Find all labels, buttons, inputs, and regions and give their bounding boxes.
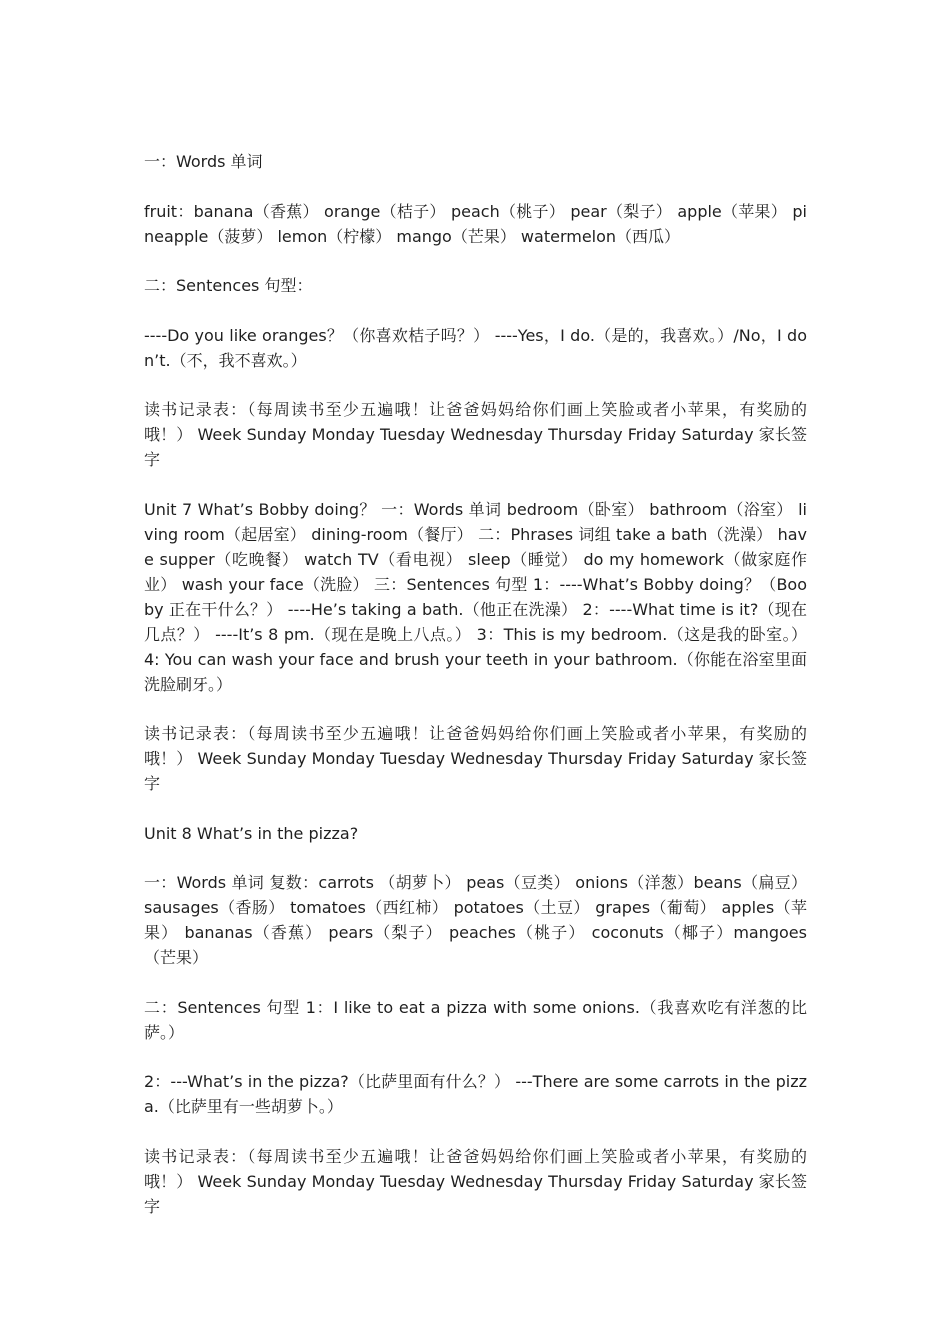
unit-8-sentence-1: 二：Sentences 句型 1：I like to eat a pizza with some onions.（我喜欢吃有洋葱的比萨。） xyxy=(144,997,807,1042)
unit-8-title: Unit 8 What’s in the pizza? xyxy=(144,823,359,843)
unit-7-content: Unit 7 What’s Bobby doing？ 一：Words 单词 bedroom（卧室） bathroom（浴室） living room（起居室） dining-room（餐厅） 二：Phrases 词组 take a bath（洗澡） have supper（吃晚餐） watch TV（看电视） sleep（睡觉） do my homework（做家庭作业） wash your face（洗脸） 三：Sentences 句型 1：----What’s Bobby doing？（Booby 正在干什么？） ----He’s taking a bath.（他正在洗澡） 2：----What time is it?（现在几点？） ----It’s 8 pm.（现在是晚上八点。） 3：This is my bedroom.（这是我的卧室。） 4: You can wash your face and brush your teeth in your bathroom.（你能在浴室里面洗脸刷牙。） xyxy=(144,499,807,694)
reading-record-3: 读书记录表：（每周读书至少五遍哦！让爸爸妈妈给你们画上笑脸或者小苹果，有奖励的哦！） Week Sunday Monday Tuesday Wednesday Thursday Friday Saturday 家长签 字 xyxy=(144,1146,807,1216)
sentence-pattern: ----Do you like oranges？（你喜欢桔子吗？） ----Yes，I do.（是的，我喜欢。）/No，I don’t.（不，我不喜欢。） xyxy=(144,325,807,370)
sentences-heading: 二：Sentences 句型： xyxy=(144,276,313,295)
reading-record-1: 读书记录表：（每周读书至少五遍哦！让爸爸妈妈给你们画上笑脸或者小苹果，有奖励的哦！） Week Sunday Monday Tuesday Wednesday Thursday Friday Saturday 家长签 字 xyxy=(144,400,807,469)
document-page xyxy=(144,149,807,1243)
reading-record-2: 读书记录表：（每周读书至少五遍哦！让爸爸妈妈给你们画上笑脸或者小苹果，有奖励的哦！） Week Sunday Monday Tuesday Wednesday Thursday Friday Saturday 家长签 字 xyxy=(144,724,807,793)
words-heading: 一：Words 单词 xyxy=(144,152,263,171)
fruit-vocabulary: fruit：banana（香蕉） orange（桔子） peach（桃子） pear（梨子） apple（苹果） pineapple（菠萝） lemon（柠檬） mango（芒果） watermelon（西瓜） xyxy=(144,201,807,246)
unit-8-sentence-2: 2：---What’s in the pizza?（比萨里面有什么？） ---There are some carrots in the pizza.（比萨里有一些胡萝卜。） xyxy=(144,1072,807,1116)
unit-8-words: 一：Words 单词 复数：carrots （胡萝卜） peas（豆类） onions（洋葱）beans（扁豆） sausages（香肠） tomatoes（西红柿） potatoes（土豆） grapes（葡萄） apples（苹果） bananas（香蕉） pears（梨子） peaches（桃子） coconuts（椰子）mangoes（芒果） xyxy=(144,873,807,967)
